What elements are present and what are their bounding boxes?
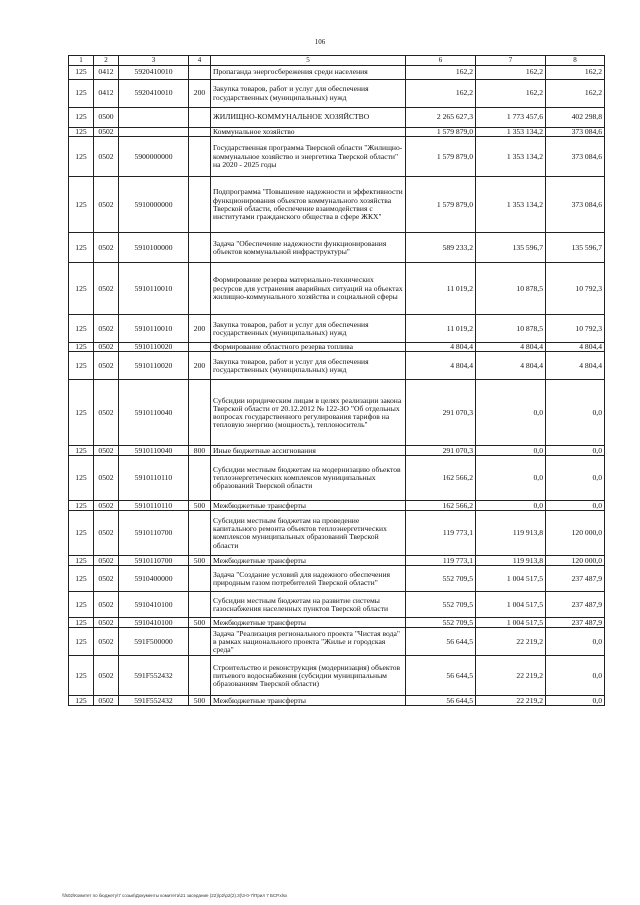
row-code-cell: 125 — [69, 656, 94, 696]
expense-type-cell — [189, 656, 211, 696]
expense-type-cell — [189, 233, 211, 263]
amount-2022-cell: 1 004 517,5 — [476, 566, 546, 592]
amount-2021-cell: 119 773,1 — [406, 511, 476, 556]
expense-type-cell: 200 — [189, 80, 211, 108]
description-cell: Межбюджетные трансферты — [211, 618, 406, 628]
table-row — [69, 511, 605, 556]
amount-2022-cell: 10 878,5 — [476, 263, 546, 315]
section-code-cell: 0502 — [94, 352, 119, 380]
description-cell: Межбюджетные трансферты — [211, 556, 406, 566]
expense-type-cell: 500 — [189, 618, 211, 628]
amount-2023-cell: 162,2 — [546, 66, 605, 80]
row-code-cell: 125 — [69, 343, 94, 352]
column-number: 3 — [119, 56, 189, 66]
amount-2023-cell: 0,0 — [546, 380, 605, 446]
amount-2023-cell: 373 084,6 — [546, 177, 605, 233]
column-number: 7 — [476, 56, 546, 66]
amount-2021-cell: 1 579 879,0 — [406, 177, 476, 233]
row-code-cell: 125 — [69, 456, 94, 501]
row-code-cell: 125 — [69, 137, 94, 177]
amount-2021-cell: 1 579 879,0 — [406, 137, 476, 177]
amount-2022-cell: 0,0 — [476, 380, 546, 446]
expense-type-cell — [189, 380, 211, 446]
amount-2023-cell: 162,2 — [546, 80, 605, 108]
row-code-cell: 125 — [69, 263, 94, 315]
description-cell: ЖИЛИЩНО-КОММУНАЛЬНОЕ ХОЗЯЙСТВО — [211, 108, 406, 128]
table-row — [69, 592, 605, 618]
target-code-cell — [119, 108, 189, 128]
column-number: 8 — [546, 56, 605, 66]
amount-2021-cell: 119 773,1 — [406, 556, 476, 566]
column-number-row — [69, 56, 605, 66]
row-code-cell: 125 — [69, 446, 94, 456]
expense-type-cell — [189, 456, 211, 501]
target-code-cell: 591F500000 — [119, 628, 189, 656]
table-row — [69, 128, 605, 137]
amount-2021-cell: 552 709,5 — [406, 592, 476, 618]
description-cell: Государственная программа Тверской области "Жилищно-коммунальное хозяйство и энергетика Тверской области" на 2020 - 2025 годы — [211, 137, 406, 177]
section-code-cell: 0502 — [94, 456, 119, 501]
description-cell: Субсидии местным бюджетам на модернизацию объектов теплоэнергетических комплексов муниципальных образований Тверской области — [211, 456, 406, 501]
table-row — [69, 343, 605, 352]
table-row — [69, 556, 605, 566]
amount-2023-cell: 373 084,6 — [546, 128, 605, 137]
expense-type-cell: 800 — [189, 446, 211, 456]
table-row — [69, 108, 605, 128]
table-row — [69, 456, 605, 501]
section-code-cell: 0502 — [94, 446, 119, 456]
row-code-cell: 125 — [69, 696, 94, 706]
section-code-cell: 0500 — [94, 108, 119, 128]
expense-type-cell — [189, 128, 211, 137]
table-row — [69, 618, 605, 628]
row-code-cell: 125 — [69, 566, 94, 592]
amount-2022-cell: 1 353 134,2 — [476, 137, 546, 177]
description-cell: Субсидии местным бюджетам на развитие системы газоснабжения населенных пунктов Тверской области — [211, 592, 406, 618]
section-code-cell: 0412 — [94, 80, 119, 108]
section-code-cell: 0502 — [94, 177, 119, 233]
section-code-cell: 0502 — [94, 511, 119, 556]
target-code-cell: 5900000000 — [119, 137, 189, 177]
table-row — [69, 80, 605, 108]
section-code-cell: 0502 — [94, 501, 119, 511]
row-code-cell: 125 — [69, 628, 94, 656]
row-code-cell: 125 — [69, 618, 94, 628]
column-number: 2 — [94, 56, 119, 66]
row-code-cell: 125 — [69, 108, 94, 128]
expense-type-cell — [189, 628, 211, 656]
amount-2022-cell: 162,2 — [476, 66, 546, 80]
table-row — [69, 380, 605, 446]
row-code-cell: 125 — [69, 380, 94, 446]
description-cell: Задача "Обеспечение надежности функционирования объектов коммунальной инфраструктуры" — [211, 233, 406, 263]
amount-2022-cell: 1 773 457,6 — [476, 108, 546, 128]
amount-2022-cell: 22 219,2 — [476, 656, 546, 696]
amount-2021-cell: 11 019,2 — [406, 263, 476, 315]
amount-2022-cell: 162,2 — [476, 80, 546, 108]
target-code-cell: 5910110700 — [119, 556, 189, 566]
target-code-cell: 5910400000 — [119, 566, 189, 592]
amount-2022-cell: 10 878,5 — [476, 315, 546, 343]
amount-2022-cell: 1 353 134,2 — [476, 128, 546, 137]
section-code-cell: 0502 — [94, 566, 119, 592]
row-code-cell: 125 — [69, 128, 94, 137]
row-code-cell: 125 — [69, 80, 94, 108]
expense-type-cell: 200 — [189, 315, 211, 343]
amount-2021-cell: 552 709,5 — [406, 566, 476, 592]
section-code-cell: 0502 — [94, 380, 119, 446]
table-row — [69, 233, 605, 263]
description-cell: Субсидии юридическим лицам в целях реализации закона Тверской области от 20.12.2012 № 122-ЗО "Об отдельных вопросах государственного регулирования тарифов на тепловую энергию (мощность), теплоноситель" — [211, 380, 406, 446]
table-row — [69, 501, 605, 511]
file-path-footer: \\fs02\Комитет по бюджету\7 созыв\Документы комитета\21 заседание (22)\р2\р2(2).3(\3-0-7\Прил 7 БСР.xlsx — [62, 893, 288, 898]
amount-2023-cell: 237 487,9 — [546, 592, 605, 618]
description-cell: Межбюджетные трансферты — [211, 696, 406, 706]
expense-type-cell: 200 — [189, 352, 211, 380]
amount-2023-cell: 373 084,6 — [546, 137, 605, 177]
description-cell: Субсидии местным бюджетам на проведение капитального ремонта объектов теплоэнергетических комплексов муниципальных образований Тверской области — [211, 511, 406, 556]
amount-2022-cell: 4 804,4 — [476, 352, 546, 380]
row-code-cell: 125 — [69, 352, 94, 380]
target-code-cell: 5920410010 — [119, 80, 189, 108]
description-cell: Иные бюджетные ассигнования — [211, 446, 406, 456]
row-code-cell: 125 — [69, 556, 94, 566]
target-code-cell: 5920410010 — [119, 66, 189, 80]
target-code-cell: 5910110700 — [119, 511, 189, 556]
row-code-cell: 125 — [69, 315, 94, 343]
row-code-cell: 125 — [69, 501, 94, 511]
row-code-cell: 125 — [69, 233, 94, 263]
expense-type-cell — [189, 511, 211, 556]
amount-2023-cell: 120 000,0 — [546, 511, 605, 556]
description-cell: Строительство и реконструкция (модернизация) объектов питьевого водоснабжения (субсидии муниципальным образованиям Тверской области) — [211, 656, 406, 696]
description-cell: Межбюджетные трансферты — [211, 501, 406, 511]
amount-2023-cell: 237 487,9 — [546, 566, 605, 592]
expense-type-cell — [189, 263, 211, 315]
amount-2023-cell: 120 000,0 — [546, 556, 605, 566]
amount-2022-cell: 135 596,7 — [476, 233, 546, 263]
target-code-cell: 5910100000 — [119, 233, 189, 263]
target-code-cell: 5910410100 — [119, 618, 189, 628]
section-code-cell: 0502 — [94, 696, 119, 706]
description-cell: Коммунальное хозяйство — [211, 128, 406, 137]
amount-2022-cell: 0,0 — [476, 501, 546, 511]
expense-type-cell — [189, 566, 211, 592]
section-code-cell: 0502 — [94, 263, 119, 315]
target-code-cell: 591F552432 — [119, 656, 189, 696]
description-cell: Формирование областного резерва топлива — [211, 343, 406, 352]
table-row — [69, 315, 605, 343]
amount-2021-cell: 1 579 879,0 — [406, 128, 476, 137]
target-code-cell: 5910110020 — [119, 352, 189, 380]
description-cell: Закупка товаров, работ и услуг для обеспечения государственных (муниципальных) нужд — [211, 315, 406, 343]
description-cell: Задача "Реализация регионального проекта "Чистая вода" в рамках национального проекта "Жилье и городская среда" — [211, 628, 406, 656]
column-number: 6 — [406, 56, 476, 66]
amount-2021-cell: 56 644,5 — [406, 696, 476, 706]
section-code-cell: 0502 — [94, 233, 119, 263]
expense-type-cell — [189, 137, 211, 177]
amount-2021-cell: 162,2 — [406, 80, 476, 108]
amount-2021-cell: 4 804,4 — [406, 352, 476, 380]
section-code-cell: 0502 — [94, 628, 119, 656]
amount-2023-cell: 0,0 — [546, 456, 605, 501]
amount-2023-cell: 0,0 — [546, 656, 605, 696]
amount-2021-cell: 56 644,5 — [406, 628, 476, 656]
amount-2021-cell: 4 804,4 — [406, 343, 476, 352]
amount-2023-cell: 0,0 — [546, 696, 605, 706]
amount-2021-cell: 56 644,5 — [406, 656, 476, 696]
section-code-cell: 0502 — [94, 343, 119, 352]
amount-2021-cell: 291 070,3 — [406, 446, 476, 456]
amount-2021-cell: 162,2 — [406, 66, 476, 80]
target-code-cell: 5910110110 — [119, 456, 189, 501]
amount-2023-cell: 10 792,3 — [546, 315, 605, 343]
amount-2023-cell: 4 804,4 — [546, 352, 605, 380]
target-code-cell: 5910110020 — [119, 343, 189, 352]
amount-2023-cell: 4 804,4 — [546, 343, 605, 352]
amount-2021-cell: 11 019,2 — [406, 315, 476, 343]
amount-2023-cell: 237 487,9 — [546, 618, 605, 628]
expense-type-cell — [189, 343, 211, 352]
row-code-cell: 125 — [69, 511, 94, 556]
page-number: 106 — [314, 38, 326, 46]
amount-2022-cell: 1 004 517,5 — [476, 618, 546, 628]
expense-type-cell: 500 — [189, 501, 211, 511]
amount-2021-cell: 552 709,5 — [406, 618, 476, 628]
table-row — [69, 696, 605, 706]
table-row — [69, 263, 605, 315]
amount-2023-cell: 135 596,7 — [546, 233, 605, 263]
description-cell: Пропаганда энергосбережения среди населения — [211, 66, 406, 80]
amount-2021-cell: 162 566,2 — [406, 501, 476, 511]
target-code-cell: 5910110010 — [119, 263, 189, 315]
description-cell: Закупка товаров, работ и услуг для обеспечения государственных (муниципальных) нужд — [211, 352, 406, 380]
target-code-cell: 5910110110 — [119, 501, 189, 511]
expense-type-cell: 500 — [189, 696, 211, 706]
table-body — [69, 56, 605, 706]
amount-2021-cell: 589 233,2 — [406, 233, 476, 263]
amount-2022-cell: 0,0 — [476, 456, 546, 501]
amount-2021-cell: 2 265 627,3 — [406, 108, 476, 128]
table-row — [69, 446, 605, 456]
table-row — [69, 352, 605, 380]
table-row — [69, 628, 605, 656]
table-row — [69, 137, 605, 177]
column-number: 1 — [69, 56, 94, 66]
target-code-cell: 5910110010 — [119, 315, 189, 343]
row-code-cell: 125 — [69, 66, 94, 80]
description-cell: Закупка товаров, работ и услуг для обеспечения государственных (муниципальных) нужд — [211, 80, 406, 108]
section-code-cell: 0412 — [94, 66, 119, 80]
expense-type-cell — [189, 592, 211, 618]
amount-2022-cell: 1 004 517,5 — [476, 592, 546, 618]
description-cell: Формирование резерва материально-технических ресурсов для устранения аварийных ситуаций на объектах жилищно-коммунального хозяйства и социальной сферы — [211, 263, 406, 315]
section-code-cell: 0502 — [94, 128, 119, 137]
amount-2023-cell: 0,0 — [546, 446, 605, 456]
expense-type-cell — [189, 108, 211, 128]
target-code-cell — [119, 128, 189, 137]
target-code-cell: 5910110040 — [119, 446, 189, 456]
amount-2021-cell: 162 566,2 — [406, 456, 476, 501]
amount-2022-cell: 22 219,2 — [476, 628, 546, 656]
amount-2023-cell: 0,0 — [546, 628, 605, 656]
amount-2022-cell: 4 804,4 — [476, 343, 546, 352]
expense-type-cell — [189, 177, 211, 233]
amount-2023-cell: 0,0 — [546, 501, 605, 511]
table-row — [69, 66, 605, 80]
amount-2021-cell: 291 070,3 — [406, 380, 476, 446]
target-code-cell: 5910000000 — [119, 177, 189, 233]
row-code-cell: 125 — [69, 177, 94, 233]
section-code-cell: 0502 — [94, 556, 119, 566]
column-number: 4 — [189, 56, 211, 66]
amount-2023-cell: 10 792,3 — [546, 263, 605, 315]
description-cell: Задача "Создание условий для надежного обеспечения природным газом потребителей Тверской области" — [211, 566, 406, 592]
expense-type-cell — [189, 66, 211, 80]
row-code-cell: 125 — [69, 592, 94, 618]
table-row — [69, 656, 605, 696]
section-code-cell: 0502 — [94, 315, 119, 343]
column-number: 5 — [211, 56, 406, 66]
section-code-cell: 0502 — [94, 137, 119, 177]
expense-type-cell: 500 — [189, 556, 211, 566]
description-cell: Подпрограмма "Повышение надежности и эффективности функционирования объектов коммунального хозяйства Тверской области, обеспечение взаимодействия с институтами гражданского общества в сфере ЖКХ" — [211, 177, 406, 233]
target-code-cell: 5910410100 — [119, 592, 189, 618]
amount-2022-cell: 22 219,2 — [476, 696, 546, 706]
table-row — [69, 566, 605, 592]
section-code-cell: 0502 — [94, 656, 119, 696]
target-code-cell: 5910110040 — [119, 380, 189, 446]
target-code-cell: 591F552432 — [119, 696, 189, 706]
amount-2022-cell: 0,0 — [476, 446, 546, 456]
section-code-cell: 0502 — [94, 618, 119, 628]
amount-2022-cell: 119 913,8 — [476, 511, 546, 556]
budget-table — [68, 55, 605, 706]
amount-2022-cell: 1 353 134,2 — [476, 177, 546, 233]
amount-2022-cell: 119 913,8 — [476, 556, 546, 566]
section-code-cell: 0502 — [94, 592, 119, 618]
table-row — [69, 177, 605, 233]
amount-2023-cell: 402 298,8 — [546, 108, 605, 128]
